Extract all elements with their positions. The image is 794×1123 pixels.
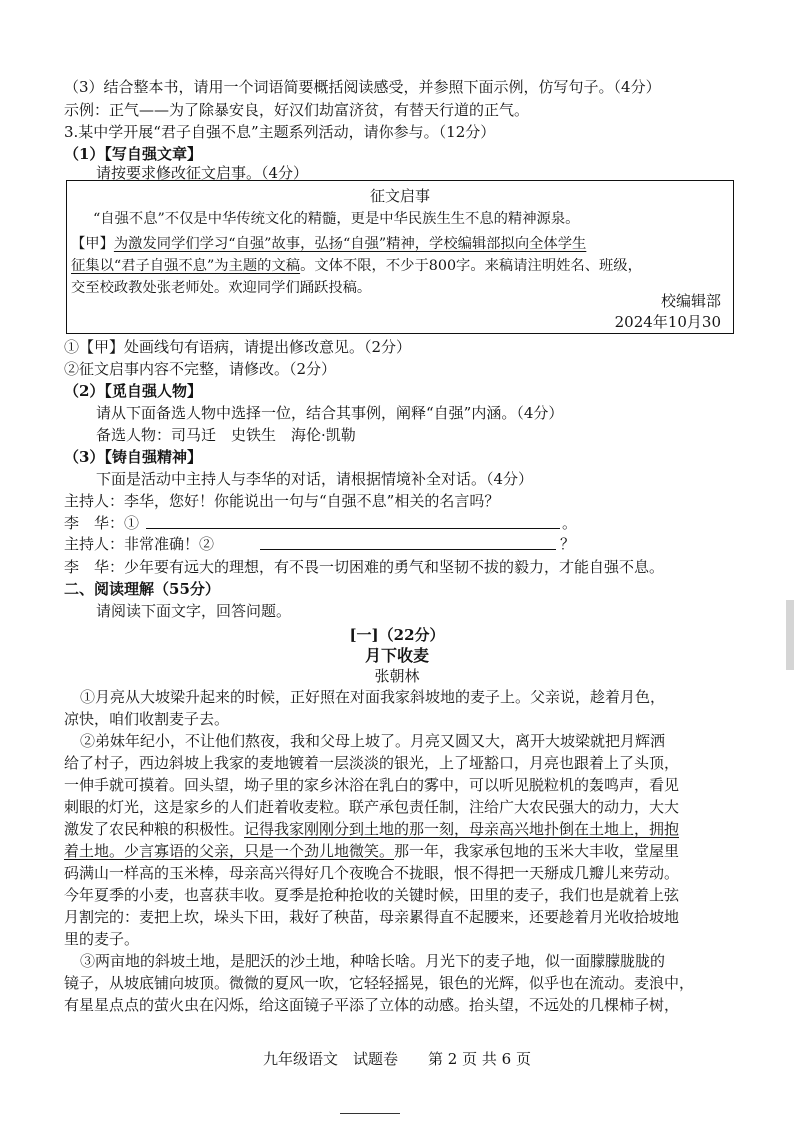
para2-line7: 码满山一样高的玉米棒，母亲高兴得好几个夜晚合不拢眼，恨不得把一天掰成几瓣儿来劳动。: [64, 864, 680, 882]
para1-line1: ①月亮从大坡梁升起来的时候，正好照在对面我家斜坡地的麦子上。父亲说，趁着月色，: [80, 688, 666, 706]
section2-heading: 二、阅读理解（55分）: [64, 580, 220, 598]
notice-signature: 校编辑部: [660, 292, 721, 310]
part1-sub1: ①【甲】处画线句有语病，请提出修改意见。（2分）: [64, 338, 412, 356]
para2-line6: [64, 840, 679, 862]
article-title: 月下收麦: [364, 646, 429, 665]
para2-underlined-a: 记得我家刚刚分到土地的那一刻，母亲高兴地扑倒在土地上，拥抱: [244, 820, 680, 838]
notice-date: 2024年10月30: [614, 313, 721, 331]
para1-line2: 凉快，咱们收割麦子去。: [64, 710, 230, 728]
dialogue-host2-end: ？: [560, 535, 576, 553]
scan-edge-mark: [786, 600, 794, 670]
para2-line6-rest: 那一年，我家承包地的玉米大丰收，堂屋里: [394, 842, 680, 860]
example-sentence: 示例：正气——为了除暴安良，好汉们劫富济贫，有替天行道的正气。: [64, 101, 530, 119]
dialogue-host1: 主持人：李华，您好！你能说出一句与“自强不息”相关的名言吗？: [64, 492, 500, 510]
notice-underlined-sentence-part2: 征集以“君子自强不息”为主题的文稿: [71, 258, 301, 274]
para2-line4: 刺眼的灯光，这是家乡的人们赶着收麦粒。联产承包责任制，注给广大农民强大的动力，大大: [64, 798, 680, 816]
candidates-label: 备选人物：: [96, 426, 172, 444]
part3-instruction: 下面是活动中主持人与李华的对话，请根据情境补全对话。（4分）: [96, 470, 534, 488]
part2-instruction: 请从下面备选人物中选择一位，结合其事例，阐释“自强”内涵。（4分）: [96, 404, 564, 422]
answer-blank-1[interactable]: [146, 528, 560, 529]
reading-part-label: [一]（22分）: [349, 626, 445, 644]
notice-line3-rest: 。文体不限，不少于800字。来稿请注明姓名、班级，: [300, 258, 642, 274]
answer-blank-2[interactable]: [260, 549, 556, 550]
mark-jia: 【甲】: [71, 236, 114, 252]
para2-line5-start: 激发了农民种粮的积极性。: [64, 820, 245, 838]
notice-title: 征文启事: [369, 187, 430, 205]
candidates: [96, 424, 356, 446]
notice-underlined-sentence-part1: 为激发同学们学习“自强”故事，弘扬“自强”精神，学校编辑部拟向全体学生: [113, 236, 587, 252]
para2-line5: [64, 818, 679, 840]
question-3-heading: 3.某中学开展“君子自强不息”主题系列活动，请你参与。（12分）: [64, 123, 496, 141]
dialogue-lihua2: 李 华：少年要有远大的理想，有不畏一切困难的勇气和坚韧不拔的毅力，才能自强不息。: [64, 558, 665, 576]
notice-line3: [71, 255, 642, 277]
question-3-3: （3）结合整本书，请用一个词语简要概括阅读感受，并参照下面示例，仿写句子。（4分）: [64, 78, 661, 96]
dialogue-lihua1-label: 李 华：①: [64, 514, 140, 532]
para2-line1: ②弟妹年纪小，不让他们熬夜，我和父母上坡了。月亮又圆又大，离开大坡梁就把月辉洒: [80, 732, 666, 750]
part1-instruction: 请按要求修改征文启事。（4分）: [96, 164, 309, 182]
part2-heading: （2）【觅自强人物】: [64, 382, 202, 400]
notice-box: [66, 180, 734, 334]
para2-line2: 给了村子，西边斜坡上我家的麦地镀着一层淡淡的银光，上了垭豁口，月亮也跟着上了头顶，: [64, 754, 680, 772]
page-footer: 九年级语文 试题卷 第 2 页 共 6 页: [263, 1050, 531, 1068]
para2-line10: 里的麦子。: [64, 930, 140, 948]
para2-underlined-b: 着土地。少言寡语的父亲，只是一个劲儿地微笑。: [64, 842, 395, 860]
candidates-list: 司马迁 史铁生 海伦·凯勒: [171, 426, 356, 444]
para3-line1: ③两亩地的斜坡土地，是肥沃的沙土地，种啥长啥。月光下的麦子地，似一面朦朦胧胧的: [80, 952, 666, 970]
part1-sub2: ②征文启事内容不完整，请修改。（2分）: [64, 360, 337, 378]
article-author: 张朝林: [374, 667, 420, 685]
part1-heading: （1）【写自强文章】: [64, 145, 202, 163]
dialogue-host2-label: 主持人：非常准确！②: [64, 535, 215, 553]
para3-line2: 镜子，从坡底铺向坡顶。微微的夏风一吹，它轻轻摇晃，银色的光辉，似乎也在流动。麦浪中，: [64, 974, 695, 992]
para2-line3: 一伸手就可摸着。回头望，坳子里的家乡沐浴在乳白的雾中，可以听见脱粒机的轰鸣声，看见: [64, 776, 680, 794]
para3-line3: 有星星点点的萤火虫在闪烁，给这面镜子平添了立体的动感。抬头望，不远处的几棵柿子树，: [64, 996, 680, 1014]
para2-line8: 今年夏季的小麦，也喜获丰收。夏季是抢种抢收的关键时候，田里的麦子，我们也是就着上弦: [64, 886, 680, 904]
notice-line4: 交至校政教处张老师处。欢迎同学们踊跃投稿。: [71, 280, 372, 296]
para2-line9: 月割完的：麦把上坎，垛头下田，栽好了秧苗，母亲累得直不起腰来，还要趁着月光收拾坡地: [64, 908, 680, 926]
dialogue-lihua1-end: 。: [562, 514, 578, 532]
part3-heading: （3）【铸自强精神】: [64, 448, 202, 466]
notice-line2: [71, 233, 586, 255]
section2-instruction: 请阅读下面文字，回答问题。: [96, 602, 292, 620]
footer-divider: [340, 1113, 400, 1114]
notice-line1: “自强不息”不仅是中华传统文化的精髓，更是中华民族生生不息的精神源泉。: [93, 211, 580, 227]
